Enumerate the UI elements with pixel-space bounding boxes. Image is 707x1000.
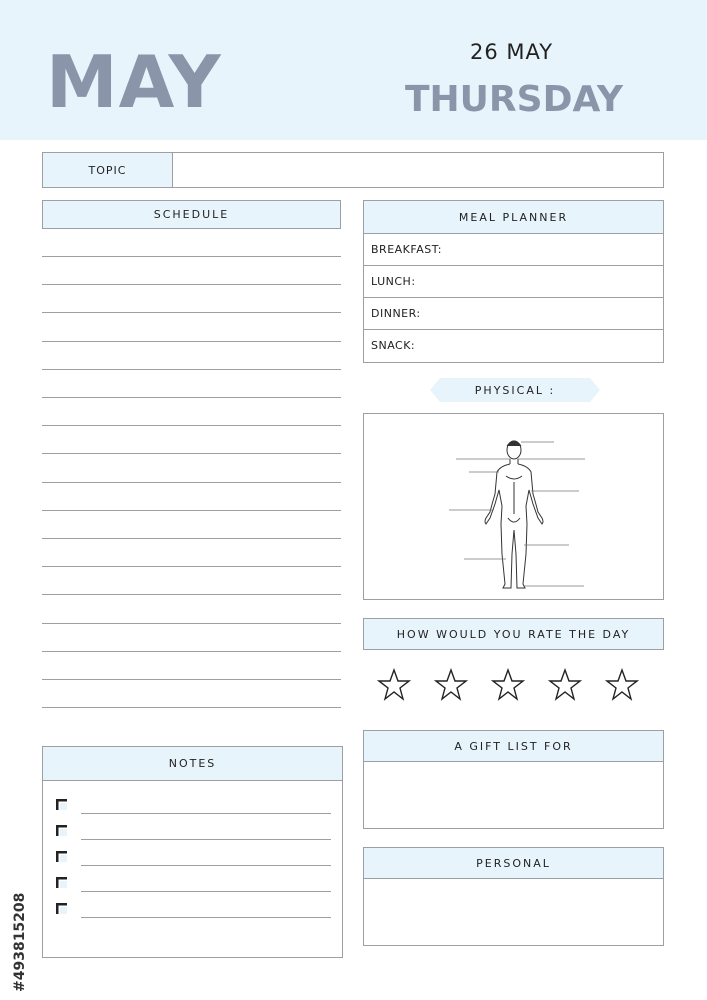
schedule-header: SCHEDULE [42, 200, 341, 229]
schedule-line[interactable] [42, 425, 341, 426]
physical-tag [430, 376, 600, 404]
gift-list-title: A GIFT LIST FOR [364, 731, 663, 762]
checkbox-icon[interactable] [56, 877, 68, 889]
rating-header: HOW WOULD YOU RATE THE DAY [363, 618, 664, 650]
checkbox-icon[interactable] [56, 825, 68, 837]
schedule-line[interactable] [42, 397, 341, 398]
notes-line[interactable] [81, 839, 331, 840]
schedule-line[interactable] [42, 453, 341, 454]
notes-line[interactable] [81, 865, 331, 866]
checkbox-icon[interactable] [56, 903, 68, 915]
stock-id-label: #493815208 [12, 892, 28, 992]
month-title: MAY [46, 40, 222, 124]
date-label: 26 MAY [470, 40, 554, 64]
schedule-line[interactable] [42, 707, 341, 708]
notes-title: NOTES [43, 747, 342, 781]
schedule-line[interactable] [42, 256, 341, 257]
weekday-title: THURSDAY [405, 79, 623, 120]
star-icon-1[interactable] [377, 668, 411, 702]
checkbox-icon[interactable] [56, 851, 68, 863]
notes-item [43, 825, 342, 851]
topic-label: TOPIC [43, 153, 173, 187]
physical-title: PHYSICAL : [474, 383, 556, 397]
notes-line[interactable] [81, 917, 331, 918]
schedule-line[interactable] [42, 482, 341, 483]
schedule-line[interactable] [42, 369, 341, 370]
star-icon-5[interactable] [605, 668, 639, 702]
topic-field[interactable] [42, 152, 664, 188]
meal-row-lunch[interactable]: LUNCH: [364, 265, 663, 297]
body-figure-box [363, 413, 664, 600]
notes-item [43, 799, 342, 825]
notes-item [43, 851, 342, 877]
notes-line[interactable] [81, 813, 331, 814]
notes-item [43, 903, 342, 929]
schedule-line[interactable] [42, 566, 341, 567]
schedule-line[interactable] [42, 341, 341, 342]
meal-row-snack[interactable]: SNACK: [364, 329, 663, 361]
schedule-line[interactable] [42, 679, 341, 680]
schedule-line[interactable] [42, 594, 341, 595]
gift-list-box[interactable] [363, 730, 664, 829]
meal-planner [363, 200, 664, 363]
personal-box[interactable] [363, 847, 664, 946]
schedule-line[interactable] [42, 651, 341, 652]
notes-item [43, 877, 342, 903]
schedule-line[interactable] [42, 623, 341, 624]
star-icon-4[interactable] [548, 668, 582, 702]
notes-box [42, 746, 343, 958]
human-body-outline-icon [364, 414, 663, 599]
notes-line[interactable] [81, 891, 331, 892]
star-icon-3[interactable] [491, 668, 525, 702]
meal-planner-title: MEAL PLANNER [364, 201, 663, 233]
schedule-line[interactable] [42, 312, 341, 313]
personal-title: PERSONAL [364, 848, 663, 879]
schedule-line[interactable] [42, 510, 341, 511]
checkbox-icon[interactable] [56, 799, 68, 811]
schedule-line[interactable] [42, 538, 341, 539]
schedule-line[interactable] [42, 284, 341, 285]
meal-row-breakfast[interactable]: BREAKFAST: [364, 233, 663, 265]
meal-row-dinner[interactable]: DINNER: [364, 297, 663, 329]
star-icon-2[interactable] [434, 668, 468, 702]
